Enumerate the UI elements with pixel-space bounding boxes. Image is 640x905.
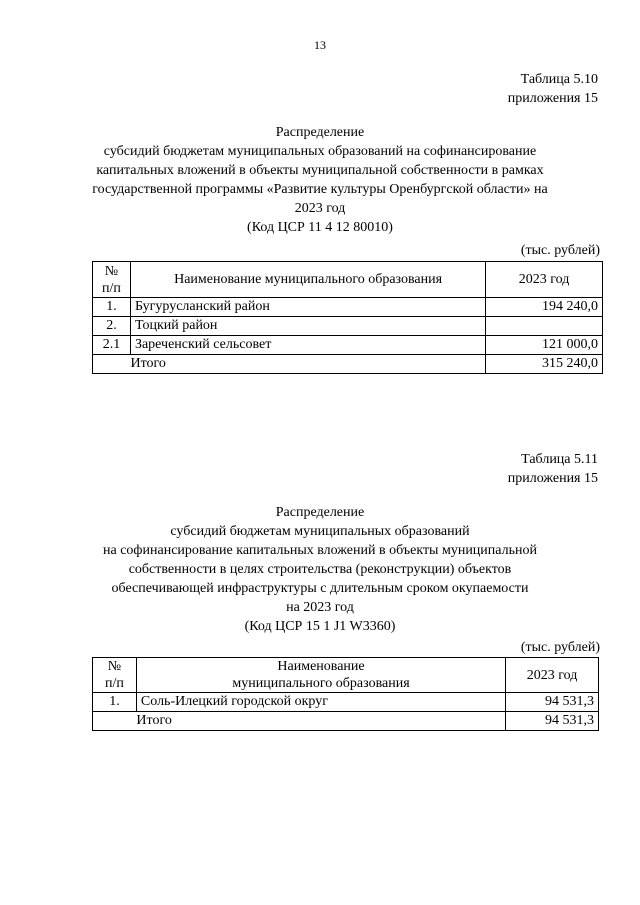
table1-header-num: [93, 262, 131, 298]
total-num-cell: [93, 355, 131, 374]
table1-total-row: [93, 355, 603, 374]
table2-title-line: на 2023 год: [286, 600, 354, 615]
header-num-line1: №: [104, 263, 119, 279]
table2-ref-line1: Таблица 5.11: [521, 452, 598, 467]
row-name: Бугурусланский район: [130, 298, 485, 317]
table-row: [93, 317, 603, 336]
table1-reference: [508, 70, 598, 108]
row-num: 2.: [93, 317, 131, 336]
row-name: Соль-Илецкий городской округ: [136, 693, 505, 712]
table1-title: [60, 123, 580, 237]
table1-title-line: 2023 год: [294, 201, 346, 216]
table1-header-name: Наименование муниципального образования: [130, 262, 485, 298]
table2-title-line: обеспечивающей инфраструктуры с длительным сроком окупаемости: [111, 581, 529, 596]
row-name: Тоцкий район: [130, 317, 485, 336]
header-num-line2: п/п: [102, 280, 121, 296]
header-num-line2: п/п: [105, 676, 124, 691]
table1-ref-line2: приложения 15: [507, 91, 598, 106]
table1: [92, 261, 603, 374]
table2-unit: (тыс. рублей): [520, 640, 600, 655]
total-num-cell: [93, 712, 137, 731]
total-value: 315 240,0: [486, 355, 603, 374]
table1-title-line: Распределение: [275, 125, 365, 140]
header-num-line1: №: [107, 659, 122, 674]
table2-reference: [508, 450, 598, 488]
total-value: 94 531,3: [506, 712, 599, 731]
table1-header-year: 2023 год: [486, 262, 603, 298]
table2-title-line: субсидий бюджетам муниципальных образований: [170, 524, 470, 539]
table2-header-name: [136, 658, 505, 693]
row-name: Зареченский сельсовет: [130, 336, 485, 355]
table-row: [93, 336, 603, 355]
table1-title-line: капитальных вложений в объекты муниципальной собственности в рамках: [96, 163, 544, 178]
table1-ref-line1: Таблица 5.10: [520, 72, 598, 87]
table-row: [93, 298, 603, 317]
table2-title-line: Распределение: [275, 505, 365, 520]
table2-title-line: на софинансирование капитальных вложений в объекты муниципальной: [103, 543, 537, 558]
total-label: Итого: [130, 355, 485, 374]
table2-header-num: [93, 658, 137, 693]
row-num: 1.: [93, 298, 131, 317]
header-name-line2: муниципального образования: [232, 676, 410, 691]
table1-header-row: [93, 262, 603, 298]
row-value: [486, 317, 603, 336]
row-value: 194 240,0: [486, 298, 603, 317]
table2-total-row: [93, 712, 599, 731]
table1-title-line: государственной программы «Развитие культуры Оренбургской области» на: [92, 182, 548, 197]
row-num: 1.: [93, 693, 137, 712]
total-label: Итого: [136, 712, 505, 731]
table2-title-line: собственности в целях строительства (реконструкции) объектов: [128, 562, 512, 577]
row-value: 94 531,3: [506, 693, 599, 712]
table2-header-year: 2023 год: [506, 658, 599, 693]
page-number: 13: [314, 38, 326, 52]
row-value: 121 000,0: [486, 336, 603, 355]
table2-ref-line2: приложения 15: [507, 471, 598, 486]
table1-title-line: (Код ЦСР 11 4 12 80010): [247, 220, 393, 235]
table2-header-row: [93, 658, 599, 693]
table1-title-line: субсидий бюджетам муниципальных образований на софинансирование: [103, 144, 537, 159]
table2-title-line: (Код ЦСР 15 1 J1 W3360): [244, 619, 396, 634]
table2: [92, 657, 599, 731]
table1-unit: (тыс. рублей): [520, 243, 600, 258]
table-row: [93, 693, 599, 712]
table2-title: [60, 503, 580, 636]
header-name-line1: Наименование: [277, 659, 365, 674]
row-num: 2.1: [93, 336, 131, 355]
